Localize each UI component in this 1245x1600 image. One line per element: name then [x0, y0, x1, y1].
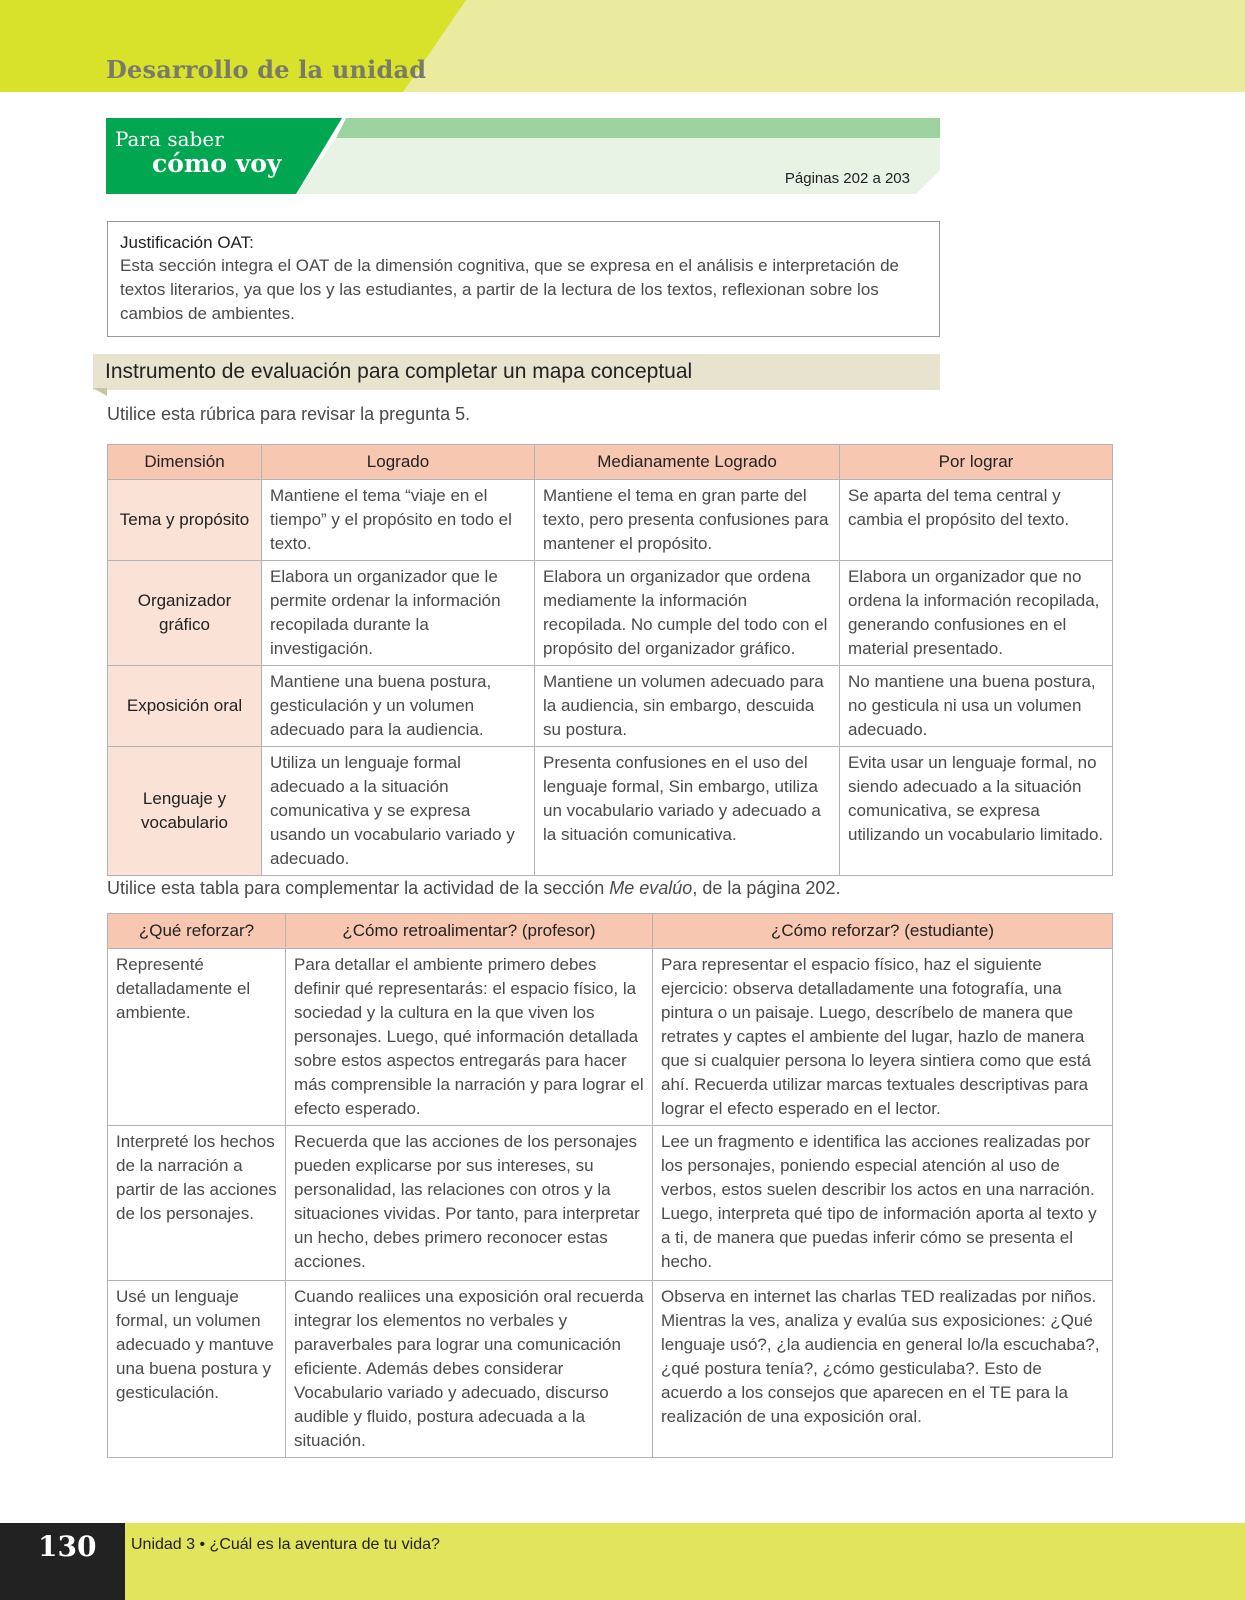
- rubric-header-row: [108, 445, 1113, 480]
- banner-title-line2: cómo voy: [152, 149, 282, 178]
- unit-section-title: Desarrollo de la unidad: [106, 55, 427, 84]
- reinforce-what-cell: Representé detalladamente el ambiente.: [108, 949, 286, 1126]
- rubric-header-cell: Medianamente Logrado: [535, 445, 840, 480]
- oat-justification-box: [107, 221, 940, 337]
- rubric-cell: Evita usar un lenguaje formal, no siendo adecuado a la situación comunicativa, se expresa utilizando un vocabulario limitado.: [840, 747, 1113, 876]
- rubric-row: [108, 747, 1113, 876]
- rubric-cell: Utiliza un lenguaje formal adecuado a la situación comunicativa y se expresa usando un vocabulario variado y adecuado.: [262, 747, 535, 876]
- rubric-table: [107, 444, 1113, 876]
- reinforce-row: [108, 1281, 1113, 1458]
- rubric-row: [108, 561, 1113, 666]
- rubric-cell: Elabora un organizador que ordena mediamente la información recopilada. No cumple del todo con el propósito del organizador gráfico.: [535, 561, 840, 666]
- page-number: 130: [38, 1530, 97, 1563]
- reinforce-intro-section-name: Me evalúo: [609, 878, 693, 898]
- para-saber-banner: [106, 118, 940, 194]
- reinforce-what-cell: Usé un lenguaje formal, un volumen adecuado y mantuve una buena postura y gesticulación.: [108, 1281, 286, 1458]
- section-heading-bar: [93, 354, 940, 390]
- reinforce-student-cell: Observa en internet las charlas TED realizadas por niños. Mientras la ves, analiza y evalúa sus exposiciones: ¿Qué lenguaje usó?, ¿la audiencia en general lo/la escuchaba?, ¿qué postura tenía?, ¿cómo gesticulaba?. Esto de acuerdo a los consejos que aparecen en el TE para la realización de una exposición oral.: [653, 1281, 1113, 1458]
- banner-page-range: Páginas 202 a 203: [784, 170, 910, 187]
- reinforce-header-cell: ¿Cómo reforzar? (estudiante): [653, 914, 1113, 949]
- rubric-header-cell: Logrado: [262, 445, 535, 480]
- rubric-cell: Mantiene el tema en gran parte del texto, pero presenta confusiones para mantener el propósito.: [535, 480, 840, 561]
- oat-title: Justificación OAT:: [120, 233, 254, 252]
- reinforce-intro: [107, 878, 840, 899]
- reinforce-header-cell: ¿Qué reforzar?: [108, 914, 286, 949]
- footer-unit-title: Unidad 3 • ¿Cuál es la aventura de tu vida?: [131, 1536, 440, 1553]
- rubric-cell: Elabora un organizador que no ordena la información recopilada, generando confusiones en el material presentado.: [840, 561, 1113, 666]
- rubric-cell: Mantiene una buena postura, gesticulación y un volumen adecuado para la audiencia.: [262, 666, 535, 747]
- reinforce-teacher-cell: Recuerda que las acciones de los personajes pueden explicarse por sus intereses, su personalidad, las relaciones con otros y la situaciones vividas. Por tanto, para interpretar un hecho, debes primero reconocer estas acciones.: [286, 1126, 653, 1281]
- rubric-row: [108, 666, 1113, 747]
- reinforce-header-row: [108, 914, 1113, 949]
- reinforce-header-cell: ¿Cómo retroalimentar? (profesor): [286, 914, 653, 949]
- rubric-dimension: Tema y propósito: [108, 480, 262, 561]
- reinforce-row: [108, 949, 1113, 1126]
- reinforce-student-cell: Para representar el espacio físico, haz el siguiente ejercicio: observa detalladamente una fotografía, una pintura o un paisaje. Luego, descríbelo de manera que retrates y captes el ambiente del lugar, hazlo de manera que si cualquier persona lo leyera sintiera como que está ahí. Recuerda utilizar marcas textuales descriptivas para lograr el efecto esperado en el lector.: [653, 949, 1113, 1126]
- rubric-dimension: Exposición oral: [108, 666, 262, 747]
- rubric-dimension: Lenguaje y vocabulario: [108, 747, 262, 876]
- section-heading: Instrumento de evaluación para completar un mapa conceptual: [105, 360, 693, 383]
- rubric-row: [108, 480, 1113, 561]
- rubric-cell: Presenta confusiones en el uso del lenguaje formal, Sin embargo, utiliza un vocabulario variado y adecuado a la situación comunicativa.: [535, 747, 840, 876]
- reinforce-what-cell: Interpreté los hechos de la narración a partir de las acciones de los personajes.: [108, 1126, 286, 1281]
- rubric-header-cell: Por lograr: [840, 445, 1113, 480]
- rubric-cell: Mantiene el tema “viaje en el tiempo” y el propósito en todo el texto.: [262, 480, 535, 561]
- footer-band: [0, 1523, 1245, 1600]
- rubric-header-cell: Dimensión: [108, 445, 262, 480]
- reinforce-row: [108, 1126, 1113, 1281]
- reinforce-intro-start: Utilice esta tabla para complementar la actividad de la sección: [107, 878, 610, 898]
- rubric-cell: No mantiene una buena postura, no gesticula ni usa un volumen adecuado.: [840, 666, 1113, 747]
- rubric-intro: Utilice esta rúbrica para revisar la pregunta 5.: [107, 404, 471, 424]
- reinforce-table: [107, 913, 1113, 1458]
- oat-text: Esta sección integra el OAT de la dimensión cognitiva, que se expresa en el análisis e interpretación de textos literarios, ya que los y las estudiantes, a partir de la lectura de los textos, reflexionan sobre los cambios de ambientes.: [120, 256, 899, 323]
- banner-title-line1: Para saber: [115, 127, 224, 151]
- reinforce-student-cell: Lee un fragmento e identifica las acciones realizadas por los personajes, poniendo especial atención al uso de verbos, estos suelen describir los actos en una narración. Luego, interpreta qué tipo de información aporta al texto y a ti, de manera que puedas inferir cómo se presenta el hecho.: [653, 1126, 1113, 1281]
- rubric-cell: Se aparta del tema central y cambia el propósito del texto.: [840, 480, 1113, 561]
- rubric-cell: Mantiene un volumen adecuado para la audiencia, sin embargo, descuida su postura.: [535, 666, 840, 747]
- rubric-cell: Elabora un organizador que le permite ordenar la información recopilada durante la investigación.: [262, 561, 535, 666]
- rubric-dimension: Organizador gráfico: [108, 561, 262, 666]
- heading-fold-shape: [93, 388, 107, 396]
- reinforce-intro-end: , de la página 202.: [692, 878, 841, 898]
- reinforce-teacher-cell: Para detallar el ambiente primero debes definir qué representarás: el espacio físico, la sociedad y la cultura en la que viven los personajes. Luego, qué información detallada sobre estos aspectos entregarás para hacer más comprensible la narración y para lograr el efecto esperado.: [286, 949, 653, 1126]
- reinforce-teacher-cell: Cuando realiices una exposición oral recuerda integrar los elementos no verbales y paraverbales para lograr una comunicación eficiente. Además debes considerar Vocabulario variado y adecuado, discurso audible y fluido, postura adecuada a la situación.: [286, 1281, 653, 1458]
